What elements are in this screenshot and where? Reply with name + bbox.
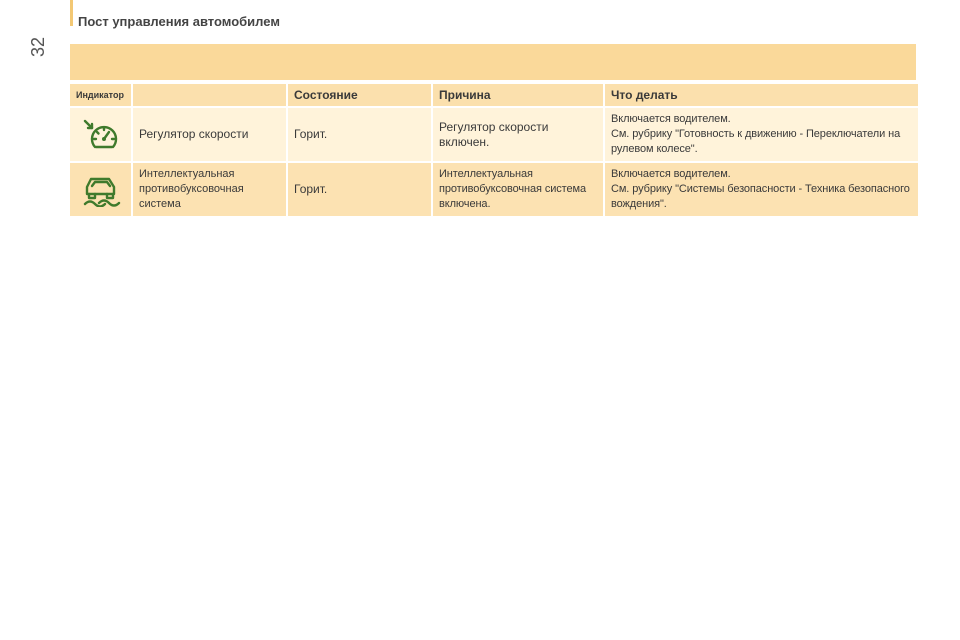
row-name: Интеллектуальная противобуксовочная система — [133, 163, 286, 216]
table-row — [70, 163, 918, 216]
indicator-table — [68, 82, 920, 218]
row-cause: Интеллектуальная противобуксовочная система включена. — [433, 163, 603, 216]
row-action-line2: См. рубрику "Системы безопасности - Техника безопасного вождения". — [611, 183, 910, 210]
header-accent-bar — [70, 0, 73, 26]
row-state: Горит. — [288, 163, 431, 216]
indicator-cell — [70, 108, 131, 161]
row-action-line1: Включается водителем. — [611, 168, 731, 180]
header-name — [133, 84, 286, 106]
cruise-control-icon — [79, 117, 123, 153]
table-banner — [70, 44, 916, 80]
row-state: Горит. — [288, 108, 431, 161]
table-header-row — [70, 84, 918, 106]
page-header-title: Пост управления автомобилем — [78, 14, 280, 29]
traction-control-icon — [79, 173, 123, 207]
row-action-line1: Включается водителем. — [611, 113, 731, 125]
header-state: Состояние — [288, 84, 431, 106]
indicator-cell — [70, 163, 131, 216]
row-action — [605, 108, 918, 161]
row-cause: Регулятор скорости включен. — [433, 108, 603, 161]
header-cause: Причина — [433, 84, 603, 106]
table-row — [70, 108, 918, 161]
page-number: 32 — [28, 36, 48, 57]
row-action-line2: См. рубрику "Готовность к движению - Переключатели на рулевом колесе". — [611, 128, 901, 155]
row-action — [605, 163, 918, 216]
row-name: Регулятор скорости — [133, 108, 286, 161]
header-indicator: Индикатор — [70, 84, 131, 106]
header-action: Что делать — [605, 84, 918, 106]
